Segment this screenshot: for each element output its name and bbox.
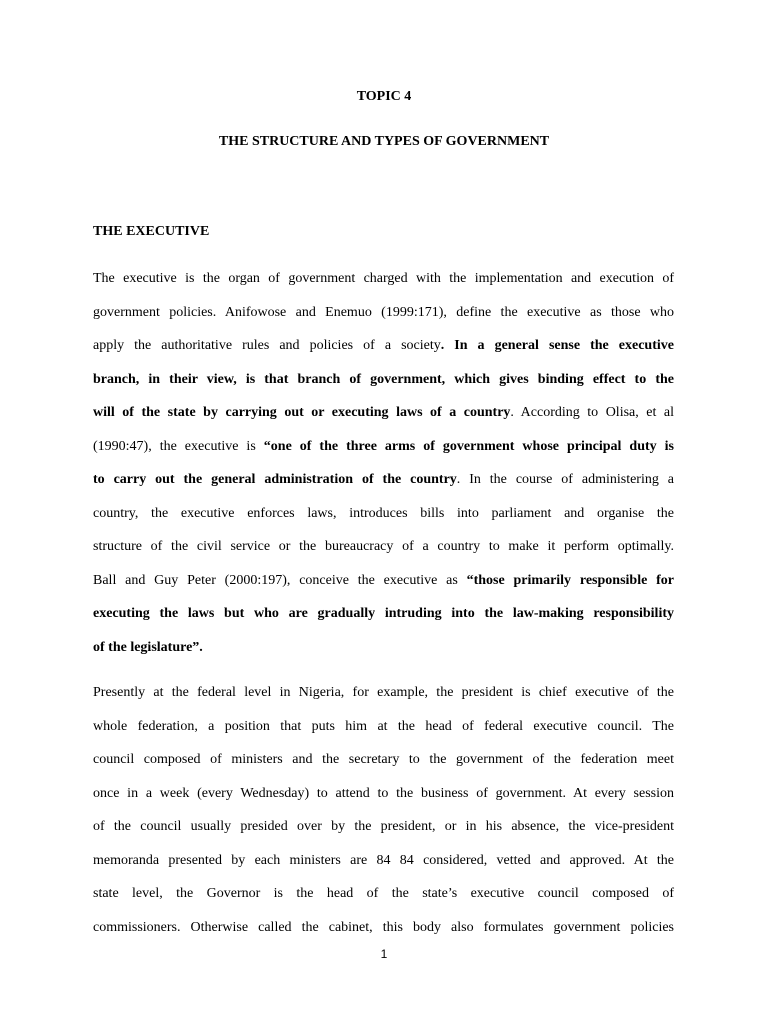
paragraph-line — [93, 363, 674, 397]
paragraph-line — [93, 396, 674, 430]
bold-text-run: of the legislature”. — [93, 639, 203, 655]
section-heading: THE EXECUTIVE — [93, 224, 210, 239]
paragraph-line: state level, the Governor is the head of the state’s executive council composed of — [93, 886, 674, 901]
bold-text-run: “one of the three arms of government whose principal duty is — [263, 438, 674, 454]
text-run: . According to Olisa, et al — [510, 405, 675, 420]
paragraph-line: once in a week (every Wednesday) to attend to the business of government. At every session — [93, 785, 674, 801]
page-title: THE STRUCTURE AND TYPES OF GOVERNMENT — [218, 134, 550, 149]
bold-text-run: to carry out the general administration of the country — [93, 472, 457, 487]
text-run: . In the course of administering a — [456, 472, 674, 487]
text-run: (1990:47), the executive is — [93, 438, 264, 454]
paragraph-line: commissioners. Otherwise called the cabinet, this body also formulates government policies — [93, 919, 674, 935]
bold-text-run: will of the state by carrying out or executing laws of a country — [93, 405, 511, 420]
paragraph-line: of the council usually presided over by the president, or in his absence, the vice-president — [93, 819, 674, 834]
bold-text-run: branch, in their view, is that branch of government, which gives binding effect to the — [93, 371, 674, 387]
paragraph-line — [93, 463, 674, 497]
paragraph-line: Presently at the federal level in Nigeria, for example, the president is chief executive of the — [93, 685, 674, 700]
page-number: 1 — [380, 947, 388, 961]
paragraph-line — [93, 597, 674, 631]
topic-label: TOPIC 4 — [356, 89, 412, 104]
paragraph-line — [93, 430, 674, 464]
bold-text-run: . In a general sense the executive — [440, 338, 674, 353]
paragraph-line: government policies. Anifowose and Enemuo (1999:171), define the executive as those who — [93, 304, 674, 320]
text-run: Ball and Guy Peter (2000:197), conceive the executive as — [93, 572, 467, 588]
bold-text-run: executing the laws but who are gradually intruding into the law-making responsibility — [93, 606, 674, 621]
paragraph-line: council composed of ministers and the secretary to the government of the federation meet — [93, 752, 674, 767]
paragraph-line — [93, 329, 674, 363]
paragraph-line: whole federation, a position that puts him at the head of federal executive council. The — [93, 718, 674, 734]
paragraph-line — [93, 564, 674, 598]
paragraph-executive-definition — [93, 262, 674, 664]
bold-text-run: “those primarily responsible for — [466, 572, 674, 588]
text-run: apply the authoritative rules and policies of a society — [93, 338, 441, 353]
paragraph-line — [93, 631, 674, 665]
paragraph-line: country, the executive enforces laws, introduces bills into parliament and organise the — [93, 505, 674, 521]
paragraph-line: The executive is the organ of government charged with the implementation and execution of — [93, 271, 674, 286]
paragraph-line: structure of the civil service or the bureaucracy of a country to make it perform optimally. — [93, 539, 674, 554]
paragraph-nigeria-executive — [93, 676, 674, 944]
paragraph-line: memoranda presented by each ministers are 84 84 considered, vetted and approved. At the — [93, 852, 674, 868]
